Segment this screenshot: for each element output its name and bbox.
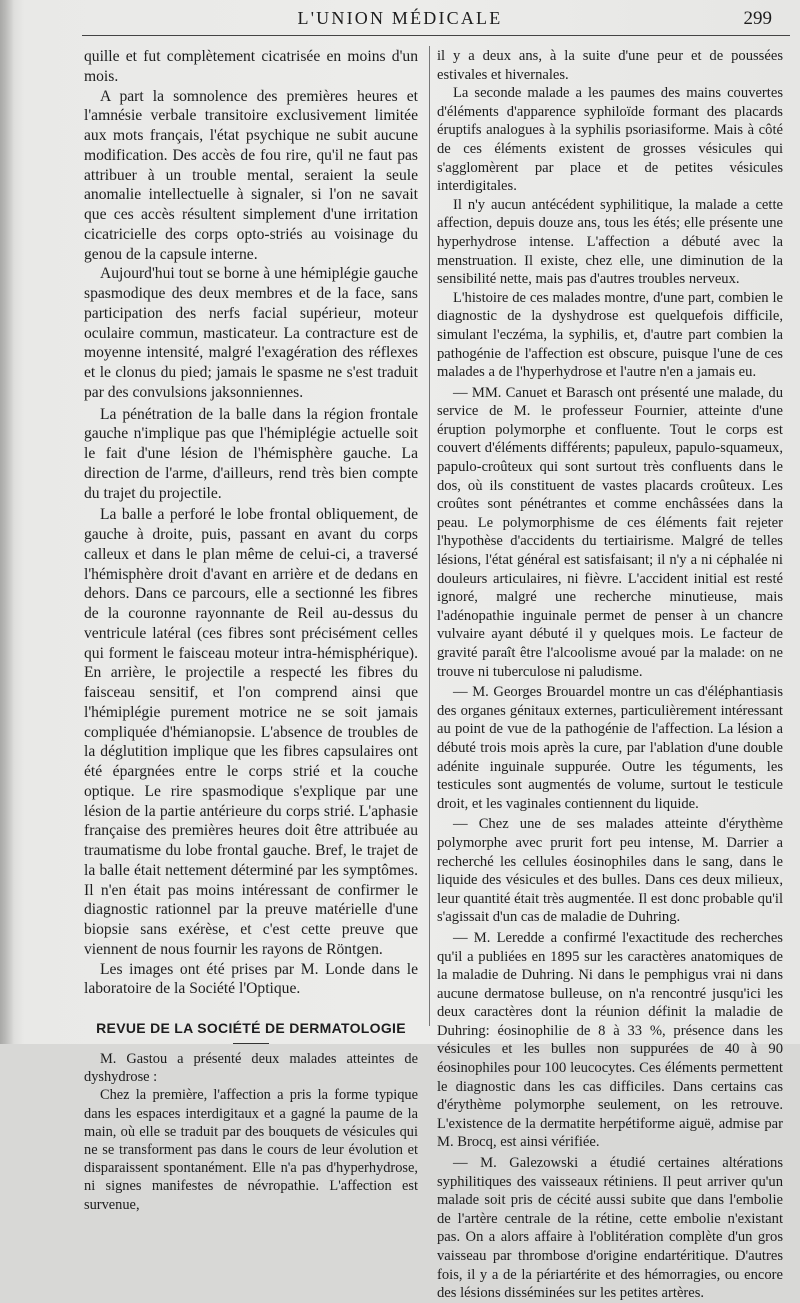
page-number: 299 [743,8,772,29]
paragraph: — Chez une de ses malades atteinte d'érythème polymorphe avec prurit fort peu intense, M. Darrier a recherché les cellules éosinophiles dans le sang, dans le liquide des vésicules et des bulles. Dans ces deux milieux, leur quantité était très augmentée. Il est donc probable qu'il s'agissait d'un cas de maladie de Duhring. [437,816,783,926]
paragraph: Chez la première, l'affection a pris la forme typique dans les espaces interdigitaux et a gagné la paume de la main, où elle se traduit par des bouquets de vésicules qui ne se transforment pas dans le cours de leur évolution et disparaissent spontanément. Elle n'a pas d'hyperhydrose, ni signes manifestes de névropathie. L'affection est survenue, [84,1087,418,1213]
left-column [84,47,418,1214]
paragraph: A part la somnolence des premières heures et l'amnésie verbale transitoire exclusivement limitée aux mots français, l'état psychique ne subit aucune modification. Des accès de fou rire, qu'il ne faut pas attribuer à un trouble mental, seraient la seule anomalie intellectuelle à signaler, si l'on ne savait que ces accès résultent simplement d'une irritation cicatricielle des corps opto-striés au voisinage du genou de la capsule interne. [84,87,418,263]
paragraph: M. Gastou a présenté deux malades atteintes de dyshydrose : [84,1051,418,1086]
paragraph: — M. Leredde a confirmé l'exactitude des recherches qu'il a publiées en 1895 sur les caractères anatomiques de la maladie de Duhring. Ni dans le pemphigus vrai ni dans aucune dermatose bulleuse, on n'a rencontré jusqu'ici les deux caractères dont la réunion définit la maladie de Duhring: éosinophilie de 8 à 33 %, présence dans les vésicules et les bulles non suppurées de 40 à 90 éosinophiles pour 100 leucocytes. Ces éléments permettent le diagnostic dans les cas difficiles. Dans certains cas d'érythème polymorphe seulement, on les retrouve. L'existence de la dermatite herpétiforme aiguë, admise par M. Brocq, est ainsi vérifiée. [437,929,783,1151]
paragraph: La balle a perforé le lobe frontal obliquement, de gauche à droite, puis, passant en avant du corps calleux et dans le plan même de celui-ci, a traversé l'hémisphère droit d'avant en arrière et de dedans en dehors. Dans ce parcours, elle a sectionné les fibres de la couronne rayonnante de Reil au-dessus du ventricule latéral (ces fibres sont précisément celles qui forment le faisceau moteur intra-hémisphérique). En arrière, le projectile a respecté les fibres du faisceau sensitif, et l'on comprend ainsi que l'hémiplégie purement motrice ne se soit jamais compliquée d'hémianopsie. L'absence de troubles de la déglutition implique que les fibres capsulaires ont été épargnées entre le corps strié et la couche optique. Le rire spasmodique s'explique par une lésion de la partie antérieure du corps strié. L'aphasie française des premières heures doit être attribuée au traumatisme du lobe frontal gauche. Bref, le trajet de la balle était nettement déterminé par les symptômes. Il n'en était pas moins intéressant de confirmer le diagnostic rationnel par la preuve matérielle d'une biopsie sans exérèse, et c'est cette preuve que viennent de nous fournir les rayons de Röntgen. [84,506,418,958]
paragraph: quille et fut complètement cicatrisée en moins d'un mois. [84,48,418,85]
paragraph: La seconde malade a les paumes des mains couvertes d'éléments d'apparence syphiloïde formant des placards éruptifs analogues à la syphilis psoriasiforme. Mais à côté de ces éléments existent de grosses vésicules qui s'agglomèrent par place et de petites vésicules interdigitales. [437,85,783,195]
paragraph: Aujourd'hui tout se borne à une hémiplégie gauche spasmodique des deux membres et de la face, sans participation des nerfs facial supérieur, moteur oculaire commun, masticateur. La contracture est de moyenne intensité, malgré l'exagération des réflexes et le clonus du pied; jamais le spasme ne s'est traduit par des convulsions jaksonniennes. [84,265,418,401]
running-head [0,8,800,34]
paragraph: — M. Galezowski a étudié certaines altérations syphilitiques des vaisseaux rétiniens. Il peut arriver qu'un malade soit pris de cécité aussi subite que dans l'embolie de l'artère centrale de la rétine, cette embolie n'existant pas. On a alors affaire à l'oblitération complète d'un gros vaisseau par thrombose d'origine endartéritique. D'autres fois, il y a de la périartérite et des hémorragies, ou encore des lésions disséminées sur les petites artères. [437,1155,783,1302]
right-column [437,47,783,1303]
column-divider [429,46,430,1026]
paragraph: — MM. Canuet et Barasch ont présenté une malade, du service de M. le professeur Fournier, atteinte d'une éruption polymorphe et confluente. Tout le corps est couvert d'éléments différents; papuleux, papulo-squameux, papulo-croûteux qui sont surtout très confluents dans le dos, où ils constituent de vastes placards croûteux. Les croûtes sont pénétrantes et comme enchâssées dans la peau. Le polymorphisme de ces éléments fait rejeter l'hypothèse d'accidents du tertiairisme. Malgré de telles lésions, l'état général est satisfaisant; il n'y a ni céphalée ni douleurs articulaires, ni fièvre. L'accident initial est resté ignoré, malgré une recherche minutieuse, mais l'adénopathie inguinale permet de penser à un chancre vulvaire ayant débuté il y quelques mois. Le facteur de gravité paraît être l'alcoolisme avoué par la malade: on ne trouve ni tuberculose ni paludisme. [437,384,783,680]
paragraph: il y a deux ans, à la suite d'une peur et de poussées estivales et hivernales. [437,48,783,83]
paragraph: — M. Georges Brouardel montre un cas d'éléphantiasis des organes génitaux externes, particulièrement intéressant au point de vue de la pathogénie de l'affection. La lésion a débuté trois mois après la cure, par l'ablation d'une double adénite inguinale suppurée. Outre les téguments, les testicules sont augmentés de volume, surtout le testicule droit, et les vaginales contiennent du liquide. [437,684,783,812]
header-rule [82,35,790,36]
binding-shadow [0,0,14,1044]
paragraph: Les images ont été prises par M. Londe dans le laboratoire de la Société l'Optique. [84,960,418,998]
paragraph: Il n'y aucun antécédent syphilitique, la malade a cette affection, depuis douze ans, tous les étés; elle présente une hyperhydrose intense. L'affection a débuté avec la menstruation. Il existe, chez elle, une diminution de la sensibilité nette, mais pas d'autres troubles nerveux. [437,196,783,288]
paragraph: L'histoire de ces malades montre, d'une part, combien le diagnostic de la dyshydrose est quelquefois difficile, simulant l'eczéma, la syphilis, et, d'autre part combien la pathogénie de l'affection est obscure, puisque l'une de ces malades a de l'hyperhydrose et l'autre n'en a jamais eu. [437,289,783,381]
section-heading: REVUE DE LA SOCIÉTÉ DE DERMATOLOGIE [96,1020,406,1036]
paragraph: La pénétration de la balle dans la région frontale gauche n'implique pas que l'hémiplégie actuelle soit le fait d'une lésion de l'hémisphère gauche. La direction de l'arme, d'ailleurs, rend très bien compte du trajet du projectile. [84,405,418,502]
journal-title: L'UNION MÉDICALE [297,8,503,28]
section-rule [233,1043,269,1044]
